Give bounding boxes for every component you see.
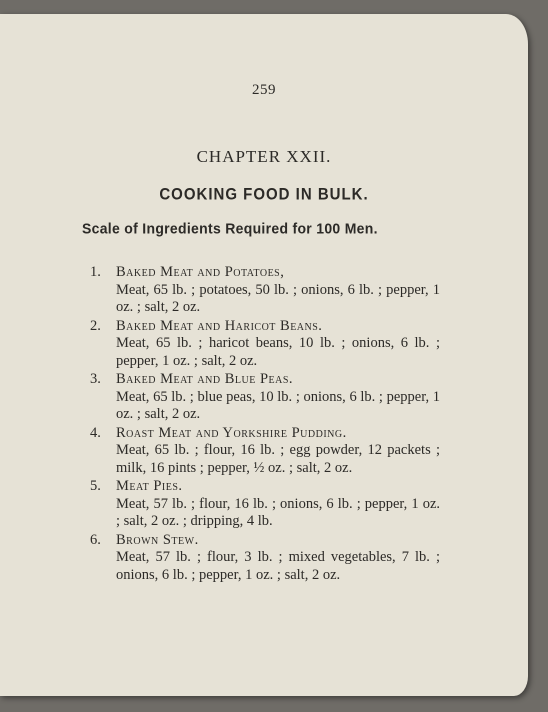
chapter-heading: CHAPTER XXII. <box>196 147 332 166</box>
recipe-name: Roast Meat and Yorkshire Pudding. <box>116 424 347 441</box>
recipe-item <box>90 318 440 371</box>
page-number: 259 <box>252 82 276 98</box>
recipe-name: Baked Meat and Potatoes, <box>116 264 285 280</box>
recipe-number: 1. <box>90 264 101 280</box>
recipe-ingredients: Meat, 65 lb. ; potatoes, 50 lb. ; onions, 6 lb. ; pepper, 1 oz. ; salt, 2 oz. <box>116 281 440 315</box>
book-page <box>0 14 528 696</box>
section-title: COOKING FOOD IN BULK. <box>159 185 369 204</box>
recipe-name: Baked Meat and Haricot Beans. <box>116 317 323 334</box>
recipe-ingredients: Meat, 57 lb. ; flour, 16 lb. ; onions, 6 lb. ; pepper, 1 oz. ; salt, 2 oz. ; dripping, 4 lb. <box>116 495 440 529</box>
recipe-number: 4. <box>90 424 101 441</box>
recipe-name: Baked Meat and Blue Peas. <box>116 371 294 387</box>
recipe-item <box>90 371 440 424</box>
recipe-item <box>90 478 440 531</box>
recipe-list <box>90 264 440 585</box>
recipe-item <box>90 425 440 478</box>
recipe-item <box>90 532 440 585</box>
recipe-name: Brown Stew. <box>116 531 199 548</box>
recipe-item <box>90 264 440 317</box>
recipe-name: Meat Pies. <box>116 478 183 494</box>
recipe-ingredients: Meat, 57 lb. ; flour, 3 lb. ; mixed vegetables, 7 lb. ; onions, 6 lb. ; pepper, 1 oz. ; salt, 2 oz. <box>116 549 440 583</box>
recipe-ingredients: Meat, 65 lb. ; haricot beans, 10 lb. ; onions, 6 lb. ; pepper, 1 oz. ; salt, 2 oz. <box>116 335 440 369</box>
recipe-number: 6. <box>90 531 101 548</box>
recipe-number: 2. <box>90 317 101 334</box>
recipe-number: 3. <box>90 371 101 387</box>
scale-heading: Scale of Ingredients Required for 100 Men. <box>82 219 378 237</box>
recipe-number: 5. <box>90 478 101 494</box>
recipe-ingredients: Meat, 65 lb. ; blue peas, 10 lb. ; onions, 6 lb. ; pepper, 1 oz. ; salt, 2 oz. <box>116 388 440 422</box>
recipe-ingredients: Meat, 65 lb. ; flour, 16 lb. ; egg powder, 12 packets ; milk, 16 pints ; pepper, ½ oz. ; salt, 2 oz. <box>116 442 440 476</box>
